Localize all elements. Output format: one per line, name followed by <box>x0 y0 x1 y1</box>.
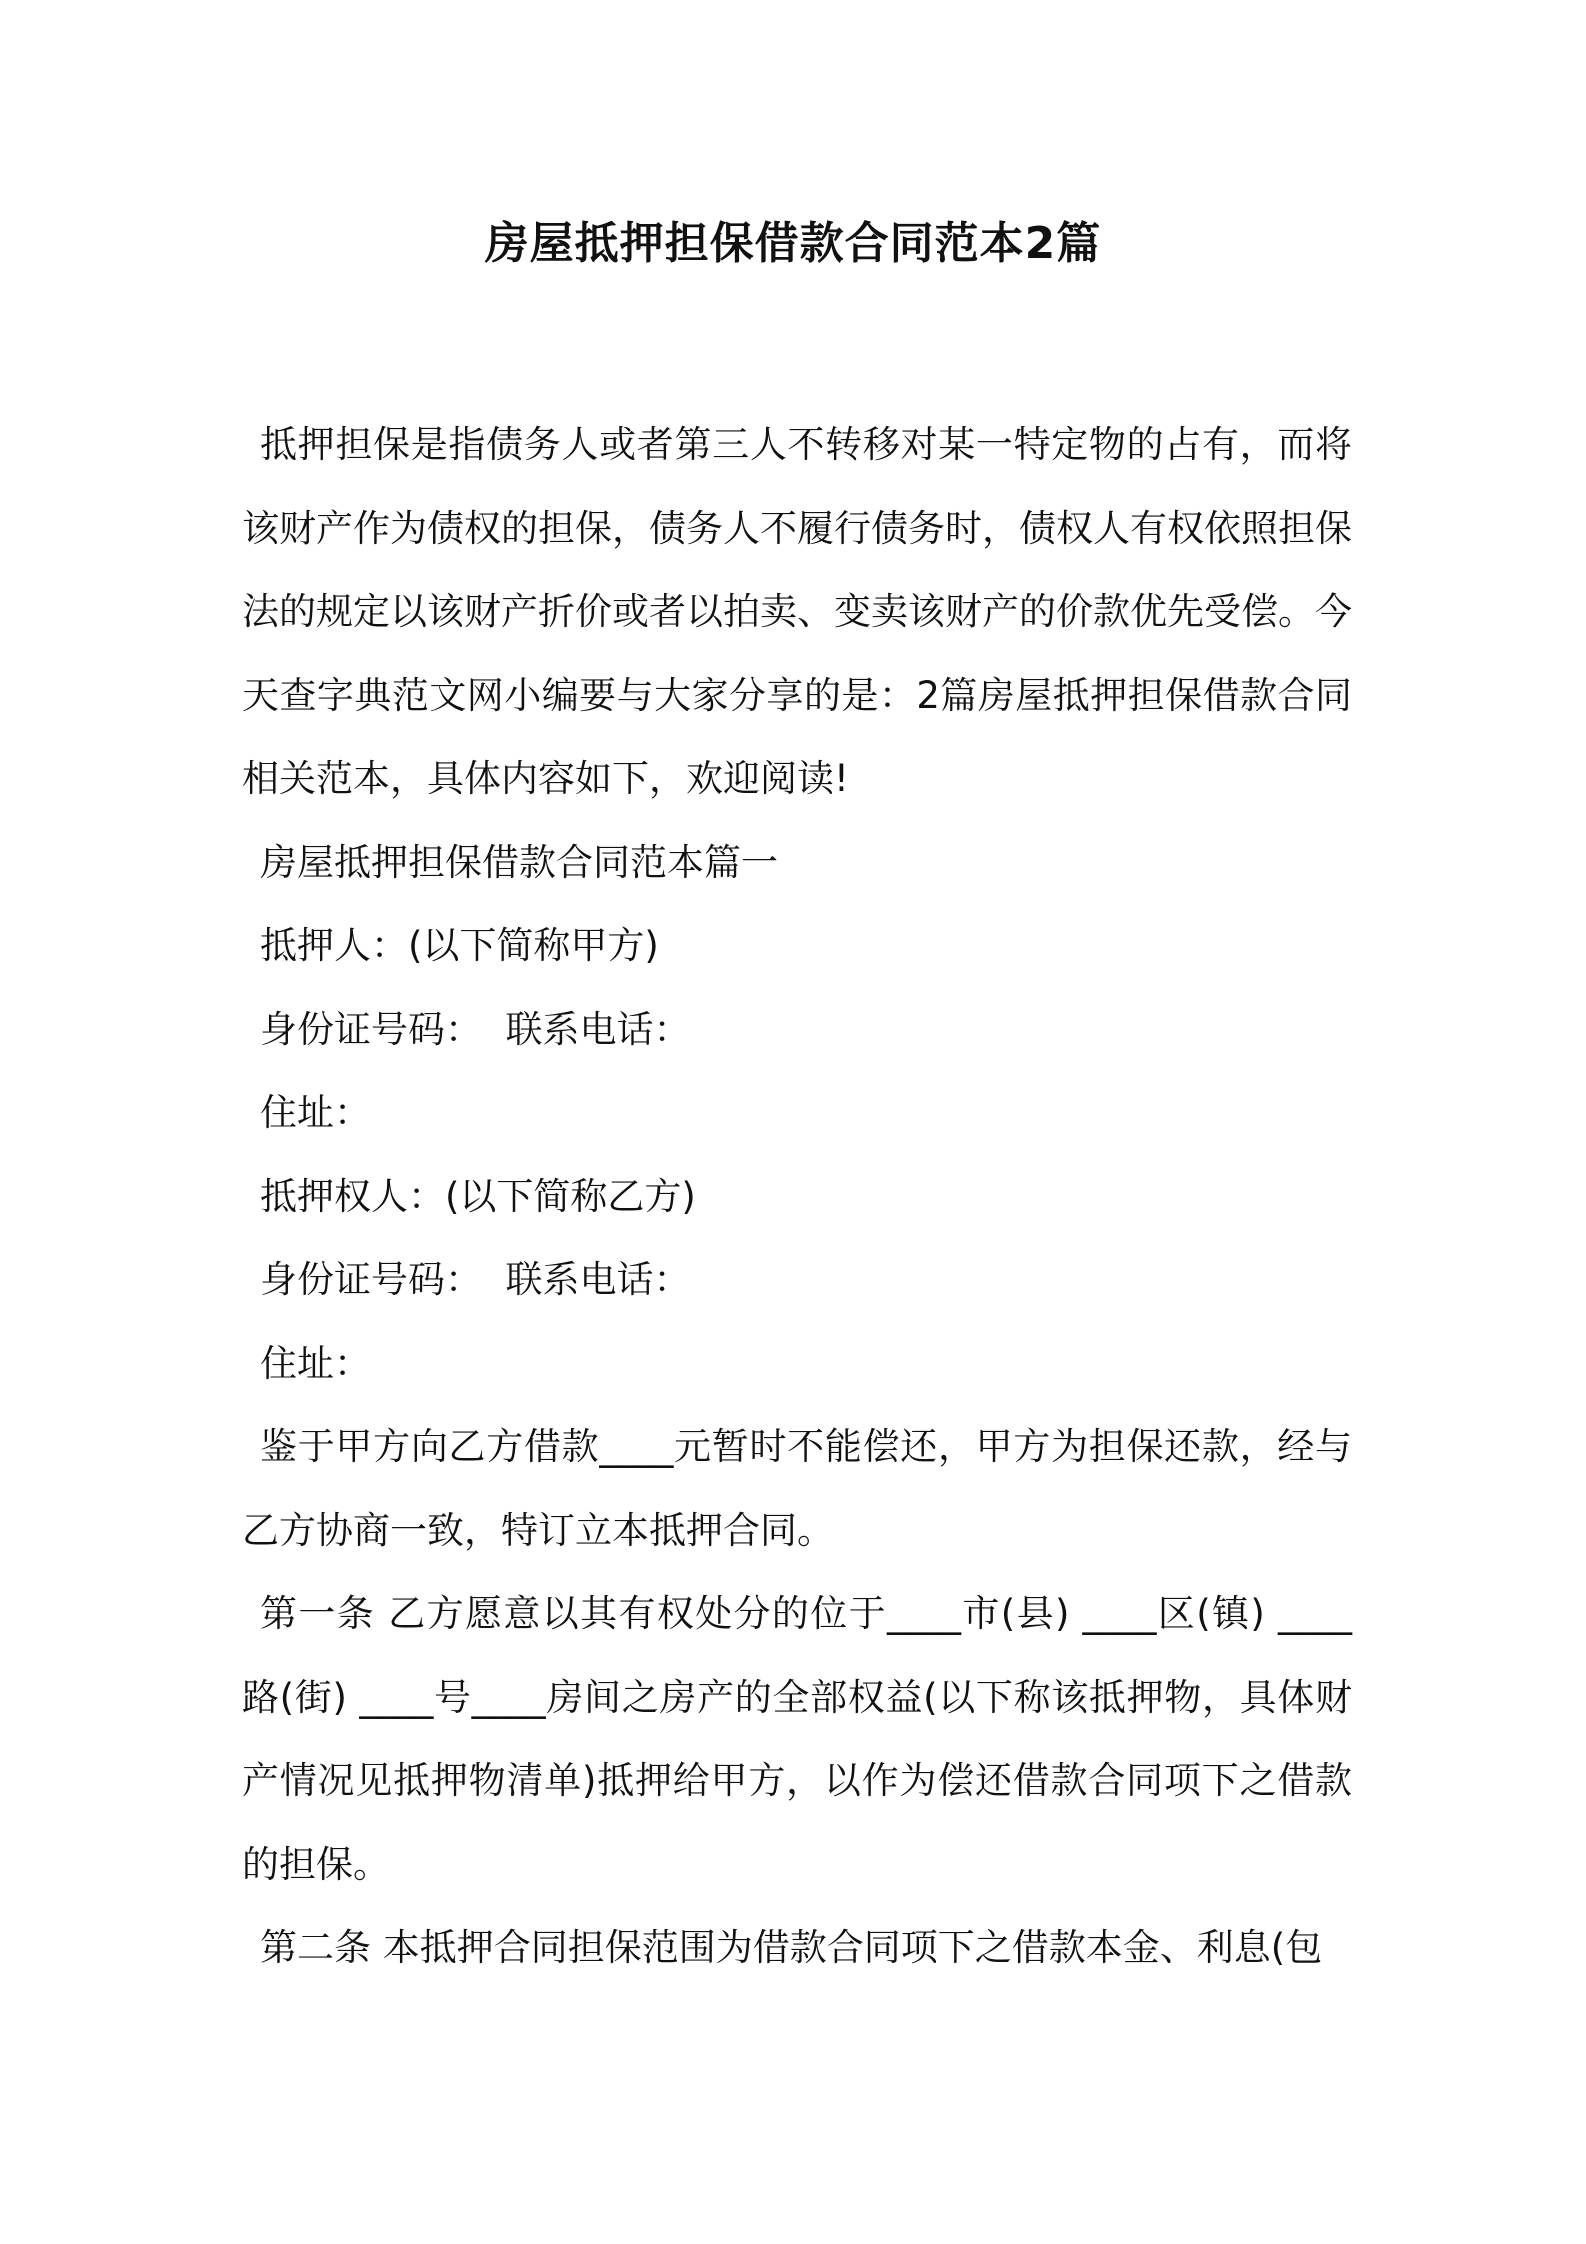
document-body <box>242 403 1352 1990</box>
intro-paragraph: 抵押担保是指债务人或者第三人不转移对某一特定物的占有，而将该财产作为债权的担保，债务人不履行债务时，债权人有权依照担保法的规定以该财产折价或者以拍卖、变卖该财产的价款优先受偿。今天查字典范文网小编要与大家分享的是：2篇房屋抵押担保借款合同相关范本，具体内容如下，欢迎阅读! <box>242 423 1352 800</box>
mortgagee-line: 抵押权人：(以下简称乙方) <box>260 1174 696 1218</box>
preamble-paragraph: 鉴于甲方向乙方借款____元暂时不能偿还，甲方为担保还款，经与乙方协商一致，特订立本抵押合同。 <box>242 1425 1352 1552</box>
mortgagor-line: 抵押人：(以下简称甲方) <box>260 924 659 967</box>
mortgagee-id-phone-line: 身份证号码： 联系电话： <box>260 1258 691 1301</box>
document-title: 房屋抵押担保借款合同范本2篇 <box>484 218 1102 269</box>
article-one-paragraph: 第一条 乙方愿意以其有权处分的位于____市(县) ____区(镇) ____路(街) ____号____房间之房产的全部权益(以下称该抵押物，具体财产情况见抵押物清单)抵押给甲方，以作为偿还借款合同项下之借款的担保。 <box>242 1592 1352 1886</box>
article-two-paragraph: 第二条 本抵押合同担保范围为借款合同项下之借款本金、利息(包 <box>260 1926 1323 1969</box>
mortgagee-address-line: 住址： <box>260 1341 371 1385</box>
mortgagor-address-line: 住址： <box>260 1091 371 1134</box>
mortgagor-id-phone-line: 身份证号码： 联系电话： <box>260 1007 691 1051</box>
section-heading: 房屋抵押担保借款合同范本篇一 <box>260 840 778 884</box>
